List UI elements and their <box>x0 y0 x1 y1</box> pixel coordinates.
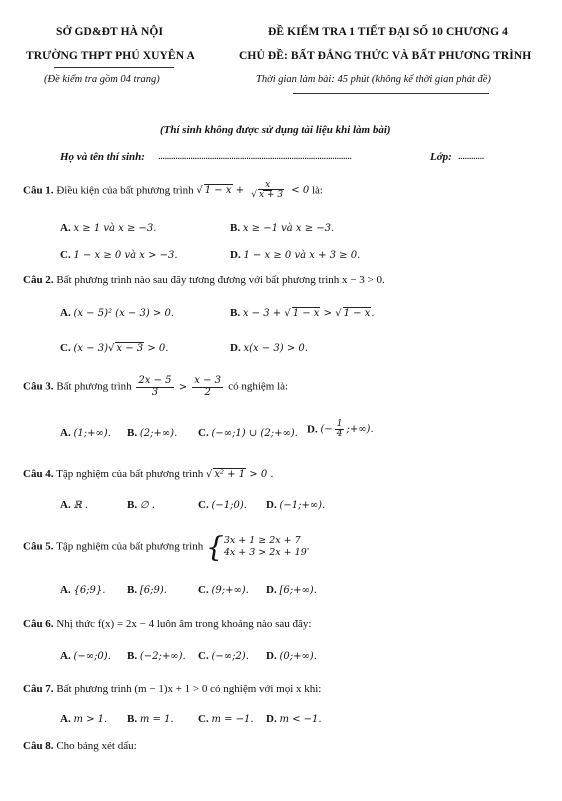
option-a[interactable]: A. m > 1. <box>60 713 108 725</box>
option-a[interactable]: A. (1;+∞). <box>60 427 111 439</box>
option-b[interactable]: B. (2;+∞). <box>127 427 178 439</box>
option-a[interactable]: A. (x − 5)² (x − 3) > 0. <box>60 307 174 319</box>
option-a[interactable]: A. {6;9}. <box>60 584 106 596</box>
option-c[interactable]: C. (−∞;2). <box>198 650 249 662</box>
option-c[interactable]: C. (−∞;1) ∪ (2;+∞). <box>198 427 298 439</box>
question-label: Câu 1. <box>23 184 54 197</box>
question-5: Câu 5. Tập nghiệm của bất phương trình { 3x + 1 ≥ 2x + 7 4x + 3 > 2x + 19 . <box>23 530 310 563</box>
option-a[interactable]: A. ℝ . <box>60 499 89 511</box>
option-d[interactable]: D. m < −1. <box>266 713 322 725</box>
class-label: Lớp: <box>430 151 452 163</box>
question-text: Điều kiện của bất phương trình <box>56 184 194 197</box>
instruction: (Thí sinh không được sử dụng tài liệu khi làm bài) <box>160 124 391 136</box>
option-d[interactable]: D. x(x − 3) > 0. <box>230 342 308 354</box>
question-1: Câu 1. Điều kiện của bất phương trình √ 1 − x + $\frac{x}{√ x + 3}$ < 0 là: <box>23 180 323 201</box>
option-c[interactable]: C. (−1;0). <box>198 499 247 511</box>
option-d[interactable]: D. [6;+∞). <box>266 584 317 596</box>
option-a[interactable]: A. x ≥ 1 và x ≥ −3. <box>60 222 157 234</box>
school-underline <box>54 67 174 68</box>
student-name-label: Họ và tên thí sinh: <box>60 151 145 163</box>
option-b[interactable]: B. (−2;+∞). <box>127 650 186 662</box>
question-4: Câu 4. Tập nghiệm của bất phương trình √ x² + 1 > 0 . <box>23 468 274 480</box>
option-d[interactable]: D. (0;+∞). <box>266 650 317 662</box>
question-2: Câu 2. Bất phương trình nào sau đây tương đương với bất phương trình x − 3 > 0. <box>23 274 385 286</box>
time-underline <box>293 93 489 94</box>
student-name-field[interactable]: .......................................................................................... <box>158 150 352 162</box>
question-8: Câu 8. Cho bảng xét dấu: <box>23 740 137 752</box>
question-6: Câu 6. Nhị thức f(x) = 2x − 4 luôn âm trong khoảng nào sau đây: <box>23 618 312 630</box>
option-b[interactable]: B. x − 3 + √ 1 − x > √ 1 − x. <box>230 307 375 319</box>
option-b[interactable]: B. x ≥ −1 và x ≥ −3. <box>230 222 335 234</box>
department-name: SỞ GD&ĐT HÀ NỘI <box>56 26 164 38</box>
question-3: Câu 3. Bất phương trình $\frac{2x - 5}{3}$ > $\frac{x - 3}{2}$ có nghiệm là: <box>23 375 289 398</box>
option-b[interactable]: B. ∅ . <box>127 499 155 511</box>
time-note: Thời gian làm bài: 45 phút (không kể thời gian phát đề) <box>256 74 491 85</box>
option-c[interactable]: C. 1 − x ≥ 0 và x > −3. <box>60 249 178 261</box>
page-count-note: (Đề kiểm tra gồm 04 trang) <box>44 74 160 85</box>
option-c[interactable]: C. m = −1. <box>198 713 254 725</box>
option-b[interactable]: B. m = 1. <box>127 713 174 725</box>
question-7: Câu 7. Bất phương trình (m − 1)x + 1 > 0 có nghiệm với mọi x khi: <box>23 683 322 695</box>
option-b[interactable]: B. [6;9). <box>127 584 167 596</box>
exam-title: ĐỀ KIỂM TRA 1 TIẾT ĐẠI SỐ 10 CHƯƠNG 4 <box>268 26 509 38</box>
option-d[interactable]: D. (− $\frac{1}{4}$ ;+∞). <box>307 419 374 440</box>
class-field[interactable]: ............ <box>458 150 484 162</box>
school-name: TRƯỜNG THPT PHÚ XUYÊN A <box>26 50 195 62</box>
option-a[interactable]: A. (−∞;0). <box>60 650 111 662</box>
option-c[interactable]: C. (x − 3)√ x − 3 > 0. <box>60 342 169 354</box>
option-c[interactable]: C. (9;+∞). <box>198 584 249 596</box>
option-d[interactable]: D. (−1;+∞). <box>266 499 326 511</box>
option-d[interactable]: D. 1 − x ≥ 0 và x + 3 ≥ 0. <box>230 249 361 261</box>
exam-topic: CHỦ ĐỀ: BẤT ĐẲNG THỨC VÀ BẤT PHƯƠNG TRÌNH <box>239 50 532 62</box>
question-expression: √ 1 − x + $\frac{x}{√ x + 3}$ < 0 <box>196 180 310 201</box>
